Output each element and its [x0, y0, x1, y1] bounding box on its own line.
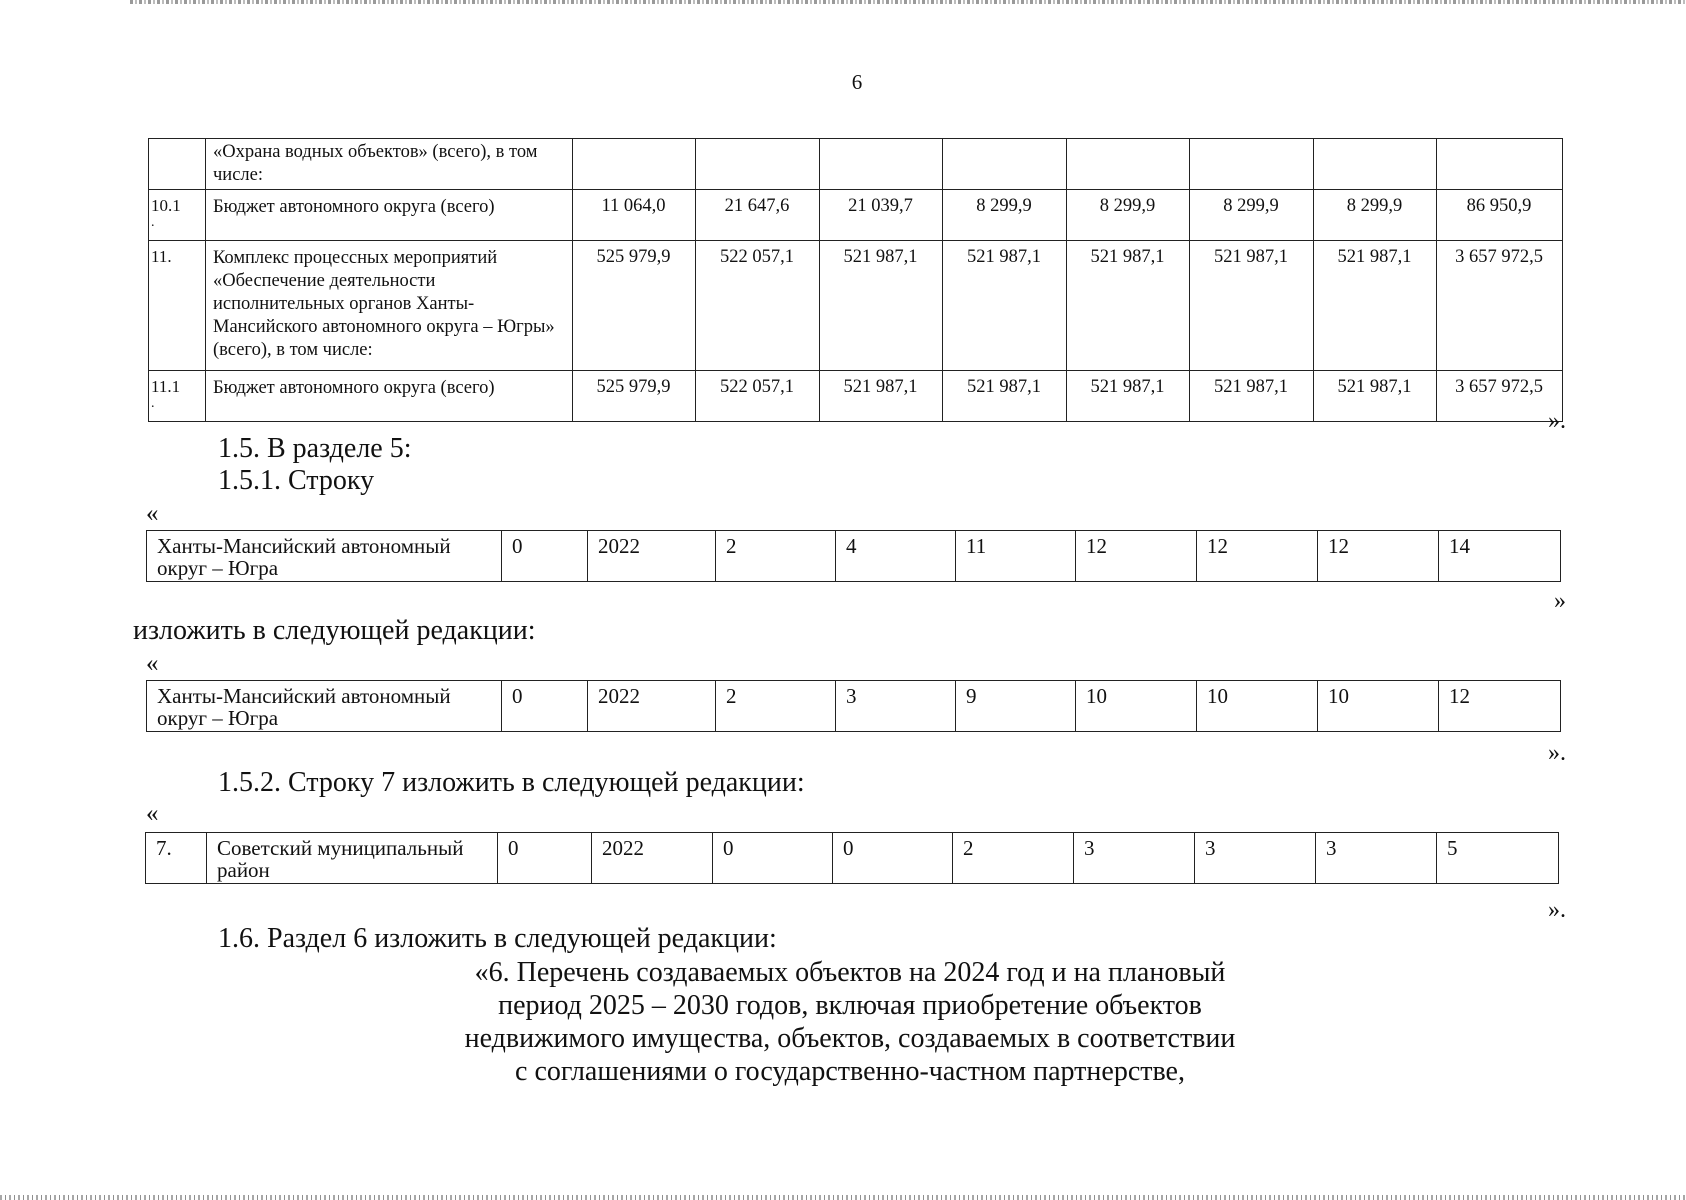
heading-line: «6. Перечень создаваемых объектов на 2024 год и на плановый [474, 957, 1226, 988]
value-cell: 12 [1318, 531, 1439, 582]
value-cell: 10 [1318, 681, 1439, 732]
value-cell: 9 [956, 681, 1076, 732]
value-cell: 0 [502, 681, 588, 732]
opening-quote: « [146, 800, 159, 827]
value-cell: 11 064,0 [573, 190, 696, 241]
value-cell: 0 [833, 833, 953, 884]
value-cell: 521 987,1 [1314, 371, 1437, 422]
value-cell: 521 987,1 [1067, 371, 1190, 422]
value-cell: 3 [836, 681, 956, 732]
row-number-cell [149, 139, 206, 190]
paragraph-1-5-2: 1.5.2. Строку 7 изложить в следующей редакции: [218, 767, 805, 798]
scan-edge-bottom [0, 1195, 1686, 1200]
table-row [147, 681, 1561, 732]
value-cell: 2 [953, 833, 1074, 884]
value-cell [943, 139, 1067, 190]
scan-edge-top [130, 0, 1686, 4]
value-cell: 522 057,1 [696, 371, 820, 422]
row-number-cell [149, 371, 206, 422]
region-label-cell: Ханты-Мансийский автономный округ – Югра [147, 681, 502, 732]
value-cell [820, 139, 943, 190]
value-cell: 5 [1437, 833, 1559, 884]
value-cell: 0 [498, 833, 592, 884]
value-cell: 2022 [592, 833, 713, 884]
heading-line: с соглашениями о государственно-частном партнерстве, [515, 1056, 1185, 1087]
table-row [149, 371, 1563, 422]
value-cell: 12 [1197, 531, 1318, 582]
value-cell: 8 299,9 [943, 190, 1067, 241]
row-number: 11.1 [151, 377, 181, 396]
page-number: 6 [851, 70, 863, 94]
value-cell [1190, 139, 1314, 190]
value-cell: 521 987,1 [820, 241, 943, 371]
value-cell: 525 979,9 [573, 371, 696, 422]
value-cell: 521 987,1 [1190, 371, 1314, 422]
value-cell: 0 [713, 833, 833, 884]
row-number-cell: 7. [146, 833, 207, 884]
table-row [147, 531, 1561, 582]
row-number: 10.1 [151, 196, 181, 215]
value-cell: 2022 [588, 531, 716, 582]
total-cell: 3 657 972,5 [1437, 241, 1563, 371]
value-cell: 10 [1197, 681, 1318, 732]
value-cell: 3 [1074, 833, 1195, 884]
row-label-cell: Бюджет автономного округа (всего) [206, 371, 573, 422]
value-cell: 521 987,1 [820, 371, 943, 422]
value-cell: 11 [956, 531, 1076, 582]
value-cell [1314, 139, 1437, 190]
value-cell: 21 647,6 [696, 190, 820, 241]
value-cell: 10 [1076, 681, 1197, 732]
opening-quote: « [146, 650, 159, 677]
table-row [149, 190, 1563, 241]
row-number-cell [149, 190, 206, 241]
value-cell: 2022 [588, 681, 716, 732]
total-cell: 86 950,9 [1437, 190, 1563, 241]
row-number-dot: . [151, 396, 155, 411]
table-row [146, 833, 1559, 884]
row-number-dot: . [151, 215, 155, 230]
value-cell: 12 [1439, 681, 1561, 732]
heading-line: недвижимого имущества, объектов, создаваемых в соответствии [464, 1023, 1236, 1054]
value-cell [573, 139, 696, 190]
paragraph-1-5-1: 1.5.1. Строку [218, 465, 375, 496]
heading-line: период 2025 – 2030 годов, включая приобретение объектов [498, 990, 1202, 1021]
total-cell: 3 657 972,5 [1437, 371, 1563, 422]
table-row [149, 139, 1563, 190]
value-cell: 522 057,1 [696, 241, 820, 371]
opening-quote: « [146, 500, 159, 527]
value-cell: 521 987,1 [943, 241, 1067, 371]
value-cell: 525 979,9 [573, 241, 696, 371]
value-cell: 8 299,9 [1190, 190, 1314, 241]
value-cell: 8 299,9 [1314, 190, 1437, 241]
value-cell: 0 [502, 531, 588, 582]
value-cell: 521 987,1 [1314, 241, 1437, 371]
section-6-heading [460, 956, 1240, 1088]
value-cell: 2 [716, 531, 836, 582]
value-cell: 14 [1439, 531, 1561, 582]
value-cell: 12 [1076, 531, 1197, 582]
paragraph-1-6: 1.6. Раздел 6 изложить в следующей редакции: [218, 923, 777, 954]
new-row-table [146, 680, 1561, 732]
closing-quote: » [1554, 588, 1566, 614]
value-cell [1067, 139, 1190, 190]
row-label-cell: Комплекс процессных мероприятий «Обеспечение деятельности исполнительных органов Ханты-Мансийского автономного округа – Югры» (всего), в том числе: [206, 241, 573, 371]
row-number-cell: 11. [149, 241, 206, 371]
value-cell: 8 299,9 [1067, 190, 1190, 241]
total-cell [1437, 139, 1563, 190]
paragraph-1-5: 1.5. В разделе 5: [218, 433, 412, 464]
old-row-table [146, 530, 1561, 582]
row7-table [145, 832, 1559, 884]
value-cell: 4 [836, 531, 956, 582]
paragraph-edit-instruction: изложить в следующей редакции: [133, 615, 536, 646]
district-label-cell: Советский муниципальный район [207, 833, 498, 884]
funding-table [148, 138, 1563, 422]
region-label-cell: Ханты-Мансийский автономный округ – Югра [147, 531, 502, 582]
value-cell: 3 [1316, 833, 1437, 884]
row-label-cell: Бюджет автономного округа (всего) [206, 190, 573, 241]
value-cell: 3 [1195, 833, 1316, 884]
closing-quote: ». [1548, 740, 1566, 766]
value-cell: 521 987,1 [1067, 241, 1190, 371]
value-cell: 2 [716, 681, 836, 732]
row-label-cell: «Охрана водных объектов» (всего), в том числе: [206, 139, 573, 190]
value-cell: 521 987,1 [943, 371, 1067, 422]
closing-quote: ». [1548, 897, 1566, 923]
table-row [149, 241, 1563, 371]
closing-quote: ». [1548, 408, 1566, 434]
value-cell: 21 039,7 [820, 190, 943, 241]
value-cell [696, 139, 820, 190]
value-cell: 521 987,1 [1190, 241, 1314, 371]
